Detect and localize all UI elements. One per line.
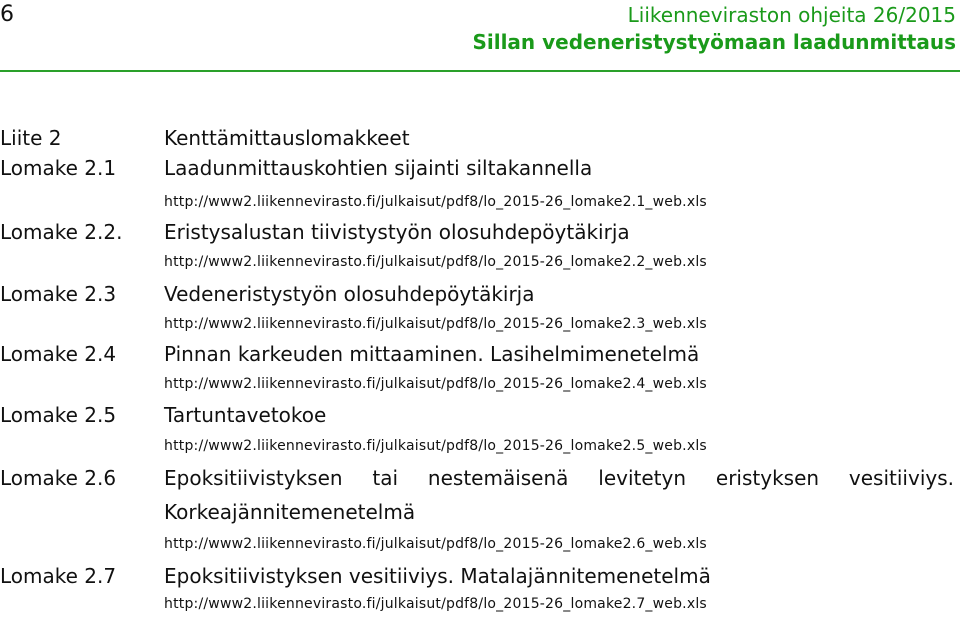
form-link[interactable]: http://www2.liikennevirasto.fi/julkaisut/pdf8/lo_2015-26_lomake2.1_web.xls — [164, 194, 707, 210]
form-label: Lomake 2.7 — [0, 564, 117, 588]
form-label: Lomake 2.2. — [0, 220, 123, 244]
form-title-continuation: Korkeajännitemenetelmä — [164, 500, 416, 524]
form-link[interactable]: http://www2.liikennevirasto.fi/julkaisut/pdf8/lo_2015-26_lomake2.3_web.xls — [164, 316, 707, 332]
form-title: Pinnan karkeuden mittaaminen. Lasihelmimenetelmä — [164, 342, 700, 366]
form-link[interactable]: http://www2.liikennevirasto.fi/julkaisut/pdf8/lo_2015-26_lomake2.5_web.xls — [164, 438, 707, 454]
form-label: Lomake 2.3 — [0, 282, 117, 306]
appendix-title: Kenttämittauslomakkeet — [164, 126, 410, 150]
document-title: Sillan vedeneristystyömaan laadunmittaus — [472, 30, 956, 54]
appendix-label: Liite 2 — [0, 126, 62, 150]
form-label: Lomake 2.5 — [0, 403, 117, 427]
form-link[interactable]: http://www2.liikennevirasto.fi/julkaisut/pdf8/lo_2015-26_lomake2.7_web.xls — [164, 596, 707, 612]
form-title: Tartuntavetokoe — [164, 403, 327, 427]
form-link[interactable]: http://www2.liikennevirasto.fi/julkaisut/pdf8/lo_2015-26_lomake2.4_web.xls — [164, 376, 707, 392]
form-title: Laadunmittauskohtien sijainti siltakannella — [164, 156, 593, 180]
header-divider — [0, 70, 960, 72]
form-label: Lomake 2.6 — [0, 466, 117, 490]
form-link[interactable]: http://www2.liikennevirasto.fi/julkaisut/pdf8/lo_2015-26_lomake2.6_web.xls — [164, 536, 707, 552]
page-header — [472, 2, 956, 56]
form-link[interactable]: http://www2.liikennevirasto.fi/julkaisut/pdf8/lo_2015-26_lomake2.2_web.xls — [164, 254, 707, 270]
form-title: Vedeneristystyön olosuhdepöytäkirja — [164, 282, 535, 306]
form-title: Epoksitiivistyksen vesitiiviys. Matalajännitemenetelmä — [164, 564, 711, 588]
form-title: Epoksitiivistyksen tai nestemäisenä levitetyn eristyksen vesitiiviys. — [164, 466, 954, 490]
form-label: Lomake 2.4 — [0, 342, 117, 366]
page-number: 6 — [0, 2, 14, 27]
form-label: Lomake 2.1 — [0, 156, 117, 180]
form-title: Eristysalustan tiivistystyön olosuhdepöytäkirja — [164, 220, 630, 244]
series-title: Liikenneviraston ohjeita 26/2015 — [627, 3, 956, 27]
